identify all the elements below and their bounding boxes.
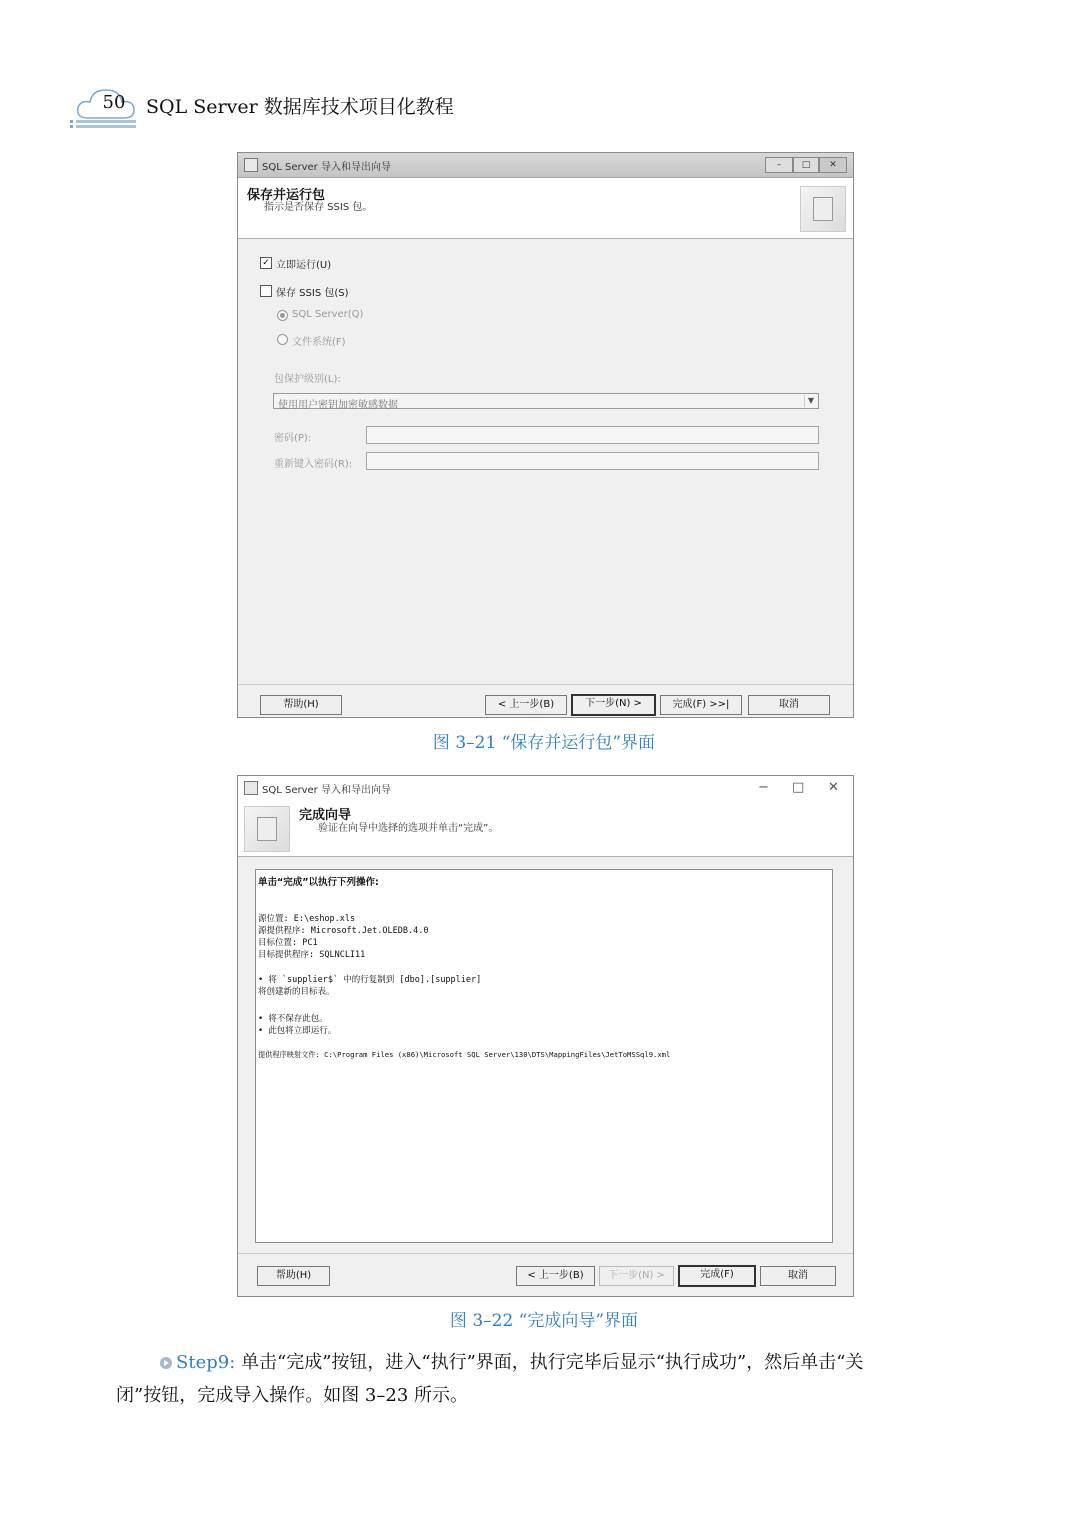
wizard-header	[238, 800, 853, 857]
mapping-file-line: 提供程序映射文件: C:\Program Files (x86)\Microsoft SQL Server\130\DTS\MappingFiles\JetToMSSql9.xml	[258, 1050, 671, 1059]
page-subheading: 验证在向导中选择的选项并单击“完成”。	[318, 823, 499, 834]
complete-wizard-window	[237, 775, 854, 1297]
footer-divider	[238, 1253, 853, 1254]
figure-caption-3-21: 图 3–21 “保存并运行包”界面	[432, 733, 656, 753]
maximize-button[interactable]: □	[792, 780, 805, 795]
cancel-button[interactable]: 取消	[760, 1266, 836, 1286]
paragraph-text: 单击“完成”按钮，进入“执行”界面，执行完毕后显示“执行成功”，然后单击“关	[235, 1352, 864, 1373]
summary-bullet: 将创建新的目标表。	[258, 987, 335, 997]
window-title: SQL Server 导入和导出向导	[262, 162, 391, 173]
retype-password-label: 重新键入密码(R):	[274, 459, 353, 470]
summary-line: 目标位置: PC1	[258, 938, 318, 948]
back-button[interactable]: < 上一步(B)	[485, 695, 567, 715]
step-label: Step9:	[176, 1352, 236, 1373]
maximize-button[interactable]: □	[793, 157, 819, 173]
file-system-radio-label: 文件系统(F)	[292, 337, 346, 348]
page-heading: 保存并运行包	[247, 188, 326, 203]
save-ssis-label: 保存 SSIS 包(S)	[276, 288, 349, 299]
footer-divider	[238, 684, 853, 685]
title-bar	[238, 153, 853, 178]
password-field[interactable]	[366, 426, 819, 444]
password-label: 密码(P):	[274, 433, 312, 444]
protection-level-label: 包保护级别(L):	[274, 374, 341, 385]
finish-button[interactable]: 完成(F)	[678, 1265, 756, 1287]
minimize-button[interactable]: –	[765, 157, 793, 173]
minimize-button[interactable]: −	[758, 780, 769, 795]
summary-line: 源提供程序: Microsoft.Jet.OLEDB.4.0	[258, 926, 429, 936]
close-button[interactable]: ✕	[819, 157, 847, 173]
play-icon	[160, 1357, 172, 1369]
title-bar	[238, 776, 853, 800]
app-icon	[244, 158, 258, 172]
page-subheading: 指示是否保存 SSIS 包。	[264, 202, 373, 213]
summary-panel	[255, 869, 833, 1243]
page-number: 50	[102, 92, 126, 113]
run-now-label: 立即运行(U)	[276, 260, 332, 271]
protection-level-value: 使用用户密钥加密敏感数据	[278, 400, 398, 411]
summary-bullet: • 此包将立即运行。	[258, 1026, 337, 1036]
summary-line: 源位置: E:\eshop.xls	[258, 914, 356, 924]
wizard-banner-icon	[800, 186, 846, 232]
save-ssis-checkbox[interactable]	[260, 285, 272, 297]
sql-server-radio[interactable]	[277, 310, 288, 321]
cancel-button[interactable]: 取消	[748, 695, 830, 715]
file-system-radio[interactable]	[277, 334, 288, 345]
summary-bullet: • 将 `supplier$` 中的行复制到 [dbo].[supplier]	[258, 975, 482, 985]
window-title: SQL Server 导入和导出向导	[262, 785, 391, 796]
page-heading: 完成向导	[299, 808, 352, 823]
step9-paragraph-line1	[160, 1348, 863, 1374]
summary-bullet: • 将不保存此包。	[258, 1014, 328, 1024]
sql-server-radio-label: SQL Server(Q)	[292, 309, 364, 320]
running-header: SQL Server 数据库技术项目化教程	[146, 96, 454, 118]
run-now-checkbox[interactable]: ✓	[260, 257, 272, 269]
retype-password-field[interactable]	[366, 452, 819, 470]
protection-level-select[interactable]	[273, 393, 819, 409]
step9-paragraph-line2: 闭”按钮，完成导入操作。如图 3–23 所示。	[116, 1385, 469, 1406]
chevron-down-icon: ▼	[804, 395, 817, 407]
summary-heading: 单击“完成”以执行下列操作:	[258, 877, 379, 888]
save-run-package-window	[237, 152, 854, 718]
next-button[interactable]: 下一步(N) >	[599, 1266, 674, 1286]
summary-line: 目标提供程序: SQLNCLI11	[258, 950, 366, 960]
wizard-header	[238, 178, 853, 239]
figure-caption-3-22: 图 3–22 “完成向导”界面	[449, 1311, 639, 1331]
back-button[interactable]: < 上一步(B)	[516, 1266, 595, 1286]
next-button[interactable]: 下一步(N) >	[571, 694, 656, 716]
help-button[interactable]: 帮助(H)	[260, 695, 342, 715]
app-icon	[244, 781, 258, 795]
finish-button[interactable]: 完成(F) >>|	[660, 695, 742, 715]
help-button[interactable]: 帮助(H)	[257, 1266, 330, 1286]
wizard-banner-icon	[244, 806, 290, 852]
close-button[interactable]: ✕	[828, 780, 839, 795]
